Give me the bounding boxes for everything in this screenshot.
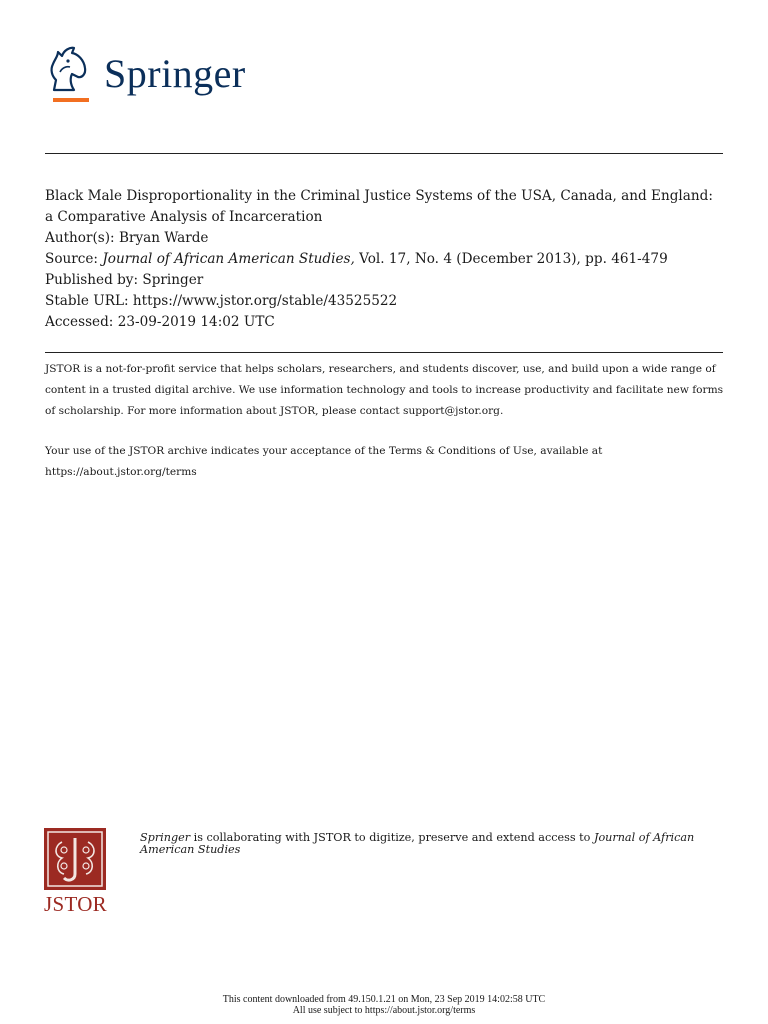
accessed-line: [45, 312, 725, 333]
authors-value: Bryan Warde: [118, 230, 209, 246]
article-title: Black Male Disproportionality in the Criminal Justice Systems of the USA, Canada, and England: a Comparative Analysis of Incarceration: [45, 188, 713, 225]
published-line: [45, 270, 725, 291]
accessed-label: Accessed:: [45, 314, 118, 330]
springer-wordmark: Springer: [104, 51, 246, 96]
jstor-wordmark: JSTOR: [44, 892, 107, 916]
source-details: Vol. 17, No. 4 (December 2013), pp. 461-479: [354, 251, 668, 267]
footer-terms: All use subject to https://about.jstor.org/terms: [292, 1005, 476, 1016]
journal-name: Journal of African American Studies,: [102, 251, 355, 267]
terms-notice: Your use of the JSTOR archive indicates your acceptance of the Terms & Conditions of Use, available at https://about.jstor.org/terms: [45, 445, 603, 478]
accessed-value: 23-09-2019 14:02 UTC: [117, 314, 275, 330]
jstor-emblem-icon: [44, 828, 106, 890]
source-line: [45, 249, 725, 270]
stable-url-link[interactable]: https://www.jstor.org/stable/43525522: [132, 293, 398, 309]
springer-logo: [44, 44, 304, 104]
download-footer: [0, 994, 768, 1016]
jstor-about-notice: JSTOR is a not-for-profit service that helps scholars, researchers, and students discover, use, and build upon a wide range of content in a trusted digital archive. We use information technology and tools to increase productivity and facilitate new forms of scholarship. For more information about JSTOR, please contact support@jstor.org.: [45, 363, 724, 417]
jstor-logo: [44, 828, 108, 917]
collaboration-statement: [140, 832, 700, 856]
stable-url-label: Stable URL:: [45, 293, 133, 309]
source-label: Source:: [45, 251, 103, 267]
collab-journal: Journal of African American Studies: [140, 831, 695, 856]
authors-label: Author(s):: [45, 230, 119, 246]
collab-text: is collaborating with JSTOR to digitize, preserve and extend access to: [190, 831, 594, 844]
logo-accent-bar: [53, 98, 89, 102]
collab-publisher: Springer: [140, 831, 191, 844]
chess-knight-logo-icon: [44, 44, 94, 94]
publisher-value: Springer: [142, 272, 204, 288]
top-divider: [45, 153, 723, 154]
published-label: Published by:: [45, 272, 143, 288]
authors-line: [45, 228, 725, 249]
article-metadata: [45, 186, 725, 333]
stable-url-line: [45, 291, 725, 312]
footer-download-info: This content downloaded from 49.150.1.21 on Mon, 23 Sep 2019 14:02:58 UTC: [222, 994, 546, 1005]
middle-divider: [45, 352, 723, 353]
